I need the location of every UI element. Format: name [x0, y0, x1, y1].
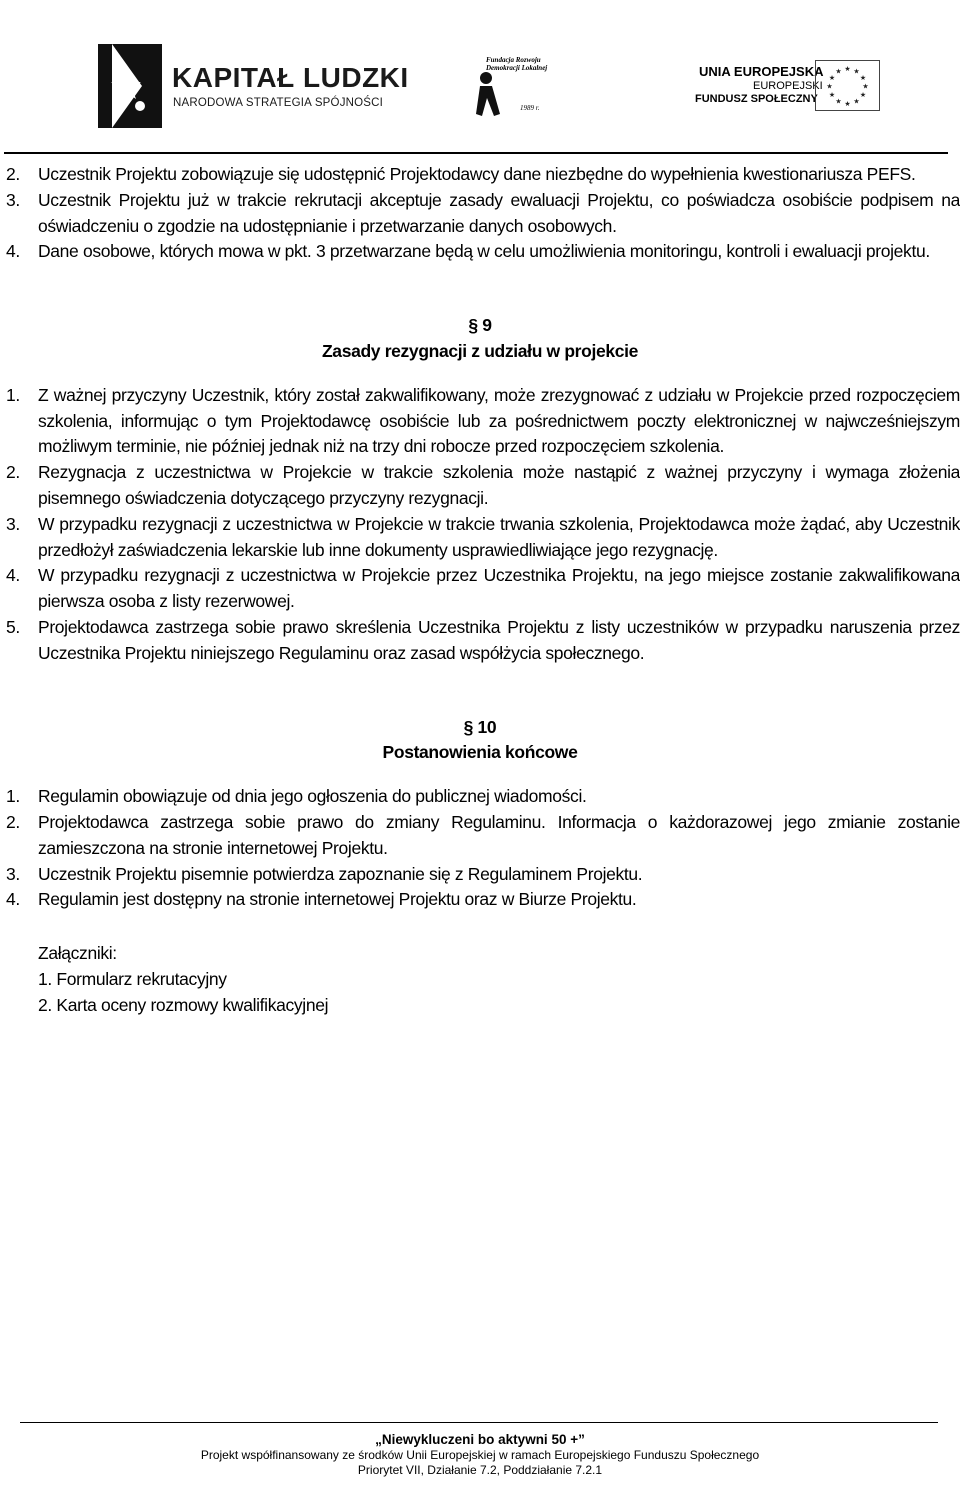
eu-flag	[815, 60, 880, 111]
footer-divider	[20, 1422, 938, 1423]
svg-text:★: ★	[828, 74, 836, 82]
list-item	[0, 162, 960, 188]
list-item	[0, 239, 960, 265]
list-item	[0, 512, 960, 564]
section-9-number: § 9	[468, 315, 492, 336]
footer-project-name: „Niewykluczeni bo aktywni 50 +”	[375, 1432, 585, 1447]
list-final-provisions	[0, 784, 960, 913]
svg-text:★: ★	[859, 91, 867, 99]
list-item-number: 2.	[6, 811, 20, 832]
page-header	[0, 0, 960, 150]
list-item	[0, 460, 960, 512]
list-item	[0, 887, 960, 913]
list-item-text: Rezygnacja z uczestnictwa w Projekcie w trakcie szkolenia może nastąpić z ważnej przyczyny i wymaga złożenia pisemnego oświadczenia dotyczącego przyczyny rezygnacji.	[38, 462, 960, 508]
list-resignation-rules	[0, 383, 960, 667]
list-item-text: Dane osobowe, których mowa w pkt. 3 przetwarzane będą w celu umożliwienia monitoringu, kontroli i ewaluacji projektu.	[38, 241, 930, 262]
fundacja-year: 1989 r.	[520, 104, 540, 112]
list-item-text: Projektodawca zastrzega sobie prawo skreślenia Uczestnika Projektu z listy uczestników w przypadku naruszenia przez Uczestnika Projektu niniejszego Regulaminu oraz zasad współżycia społecznego.	[38, 616, 960, 663]
list-item-text: W przypadku rezygnacji z uczestnictwa w Projekcie w trakcie trwania szkolenia, Projektodawca może żądać, aby Uczestnik przedłożył zaświadczenia lekarskie lub inne dokumenty usprawiedliwiające jego rezygnację.	[38, 513, 960, 560]
kapital-ludzki-subtitle: NARODOWA STRATEGIA SPÓJNOŚCI	[173, 97, 384, 109]
list-item	[0, 383, 960, 460]
list-data-processing	[0, 162, 960, 265]
eu-subtitle-1: EUROPEJSKI	[753, 80, 823, 92]
list-item-text: Uczestnik Projektu zobowiązuje się udostępnić Projektodawcy dane niezbędne do wypełnienia kwestionariusza PEFS.	[38, 164, 916, 184]
attachment-item: 1. Formularz rekrutacyjny	[38, 968, 227, 989]
fundacja-name-line1: Fundacja Rozwoju	[486, 56, 541, 64]
list-item	[0, 810, 960, 862]
list-item	[0, 563, 960, 615]
list-item-text: Uczestnik Projektu już w trakcie rekrutacji akceptuje zasady ewaluacji Projektu, co poświadcza osobiście podpisem na oświadczeniu o zgodzie na udostępnianie i przetwarzanie danych osobowych.	[38, 189, 960, 236]
list-item	[0, 862, 960, 888]
list-item-number: 3.	[6, 189, 20, 210]
list-item-number: 1.	[6, 384, 20, 405]
list-item	[0, 784, 960, 810]
svg-text:★: ★	[835, 67, 842, 76]
list-item-text: Uczestnik Projektu pisemnie potwierdza zapoznanie się z Regulaminem Projektu.	[38, 863, 643, 884]
page-footer	[0, 1432, 960, 1478]
svg-text:★: ★	[862, 82, 869, 91]
eu-logo	[695, 60, 915, 120]
list-item-number: 5.	[6, 616, 20, 637]
list-item-number: 1.	[6, 786, 20, 807]
list-item-text: Z ważnej przyczyny Uczestnik, który został zakwalifikowany, może zrezygnować z udziału w Projekcie przed rozpoczęciem szkolenia, informując o tym Projektodawcę osobiście lub za pośrednictwem poczty elektronicznej w najwcześniejszym możliwym terminie, nie później jednak niż na trzy dni robocze przed rozpoczęciem szkolenia.	[38, 384, 960, 457]
person-figure-icon	[472, 70, 512, 120]
fundacja-logo	[470, 52, 550, 118]
svg-text:★: ★	[844, 65, 851, 73]
section-10-title: Postanowienia końcowe	[382, 742, 578, 763]
list-item-text: Regulamin jest dostępny na stronie internetowej Projektu oraz w Biurze Projektu.	[38, 889, 637, 910]
section-9-title: Zasady rezygnacji z udziału w projekcie	[321, 340, 639, 361]
svg-text:★: ★	[844, 100, 851, 108]
list-item-number: 3.	[6, 863, 20, 884]
attachments-section	[0, 941, 960, 1018]
attachment-item: 2. Karta oceny rozmowy kwalifikacyjnej	[38, 994, 329, 1015]
section-10-number: § 10	[463, 716, 497, 737]
eu-subtitle-2: FUNDUSZ SPOŁECZNY	[695, 93, 818, 105]
list-item-number: 2.	[6, 462, 20, 483]
footer-cofinance-note: Projekt współfinansowany ze środków Unii Europejskiej w ramach Europejskiego Funduszu Społecznego	[200, 1448, 760, 1462]
svg-text:★: ★	[859, 74, 867, 82]
header-divider	[4, 152, 948, 154]
list-item-text: Regulamin obowiązuje od dnia jego ogłoszenia do publicznej wiadomości.	[38, 786, 587, 807]
list-item	[0, 615, 960, 667]
svg-text:★: ★	[853, 67, 860, 76]
footer-priority: Priorytet VII, Działanie 7.2, Poddziałanie 7.2.1	[357, 1463, 603, 1477]
svg-text:★: ★	[835, 97, 842, 106]
fundacja-name-line2: Demokracji Lokalnej	[486, 64, 548, 72]
list-item-number: 4.	[6, 889, 20, 910]
document-body	[0, 162, 960, 1019]
svg-text:★: ★	[826, 82, 833, 91]
kapital-ludzki-emblem-icon	[92, 42, 164, 130]
eu-stars-icon	[816, 61, 879, 110]
list-item-number: 2.	[6, 164, 20, 184]
list-item-text: Projektodawca zastrzega sobie prawo do zmiany Regulaminu. Informacja o każdorazowej jego zmianie zostanie zamieszczona na stronie internetowej Projektu.	[38, 811, 960, 858]
list-item	[0, 188, 960, 240]
list-item-text: W przypadku rezygnacji z uczestnictwa w Projekcie przez Uczestnika Projektu, na jego miejsce zostanie zakwalifikowana pierwsza osoba z listy rezerwowej.	[38, 565, 960, 612]
kapital-ludzki-logo	[92, 42, 409, 130]
svg-text:★: ★	[828, 91, 836, 99]
list-item-number: 4.	[6, 241, 20, 262]
list-item-number: 4.	[6, 565, 20, 586]
svg-text:★: ★	[853, 97, 860, 106]
list-item-number: 3.	[6, 513, 20, 534]
kapital-ludzki-title: KAPITAŁ LUDZKI	[172, 62, 409, 93]
attachments-label: Załączniki:	[38, 943, 117, 964]
eu-title: UNIA EUROPEJSKA	[699, 64, 824, 79]
